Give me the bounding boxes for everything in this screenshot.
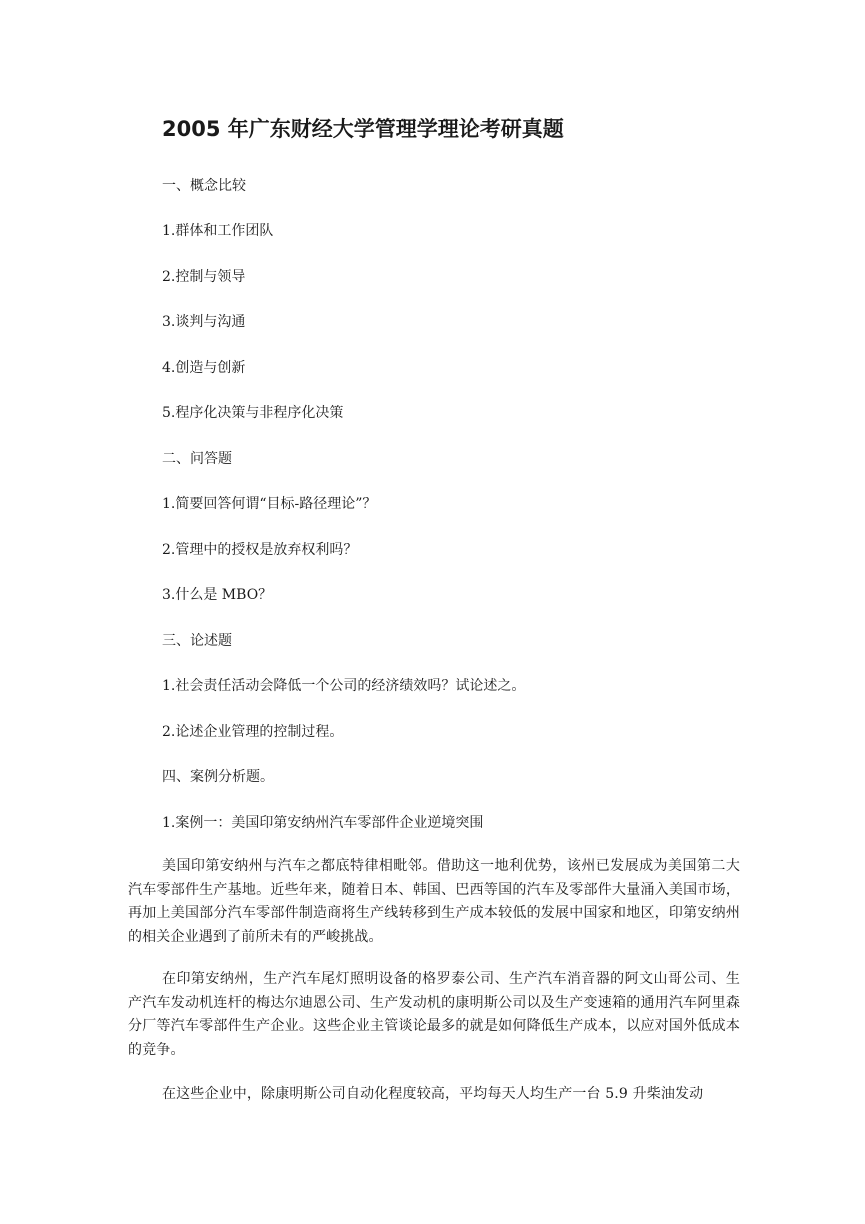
list-item: 2.论述企业管理的控制过程。 bbox=[162, 724, 344, 740]
case-paragraph-2: 在印第安纳州，生产汽车尾灯照明设备的格罗泰公司、生产汽车消音器的阿文山哥公司、生产汽车发动机连杆的梅达尔迪恩公司、生产发动机的康明斯公司以及生产变速箱的通用汽车阿里森分厂等汽车零部件生产企业。这些企业主管谈论最多的就是如何降低生产成本，以应对国外低成本的竞争。 bbox=[128, 971, 740, 1058]
section-heading-questions: 二、问答题 bbox=[162, 451, 232, 467]
list-item: 1.群体和工作团队 bbox=[162, 223, 274, 239]
list-item: 3.什么是 MBO？ bbox=[162, 587, 273, 603]
list-item: 1.案例一：美国印第安纳州汽车零部件企业逆境突围 bbox=[162, 815, 484, 831]
list-item: 3.谈判与沟通 bbox=[162, 314, 246, 330]
document-title: 2005 年广东财经大学管理学理论考研真题 bbox=[162, 117, 564, 141]
list-item: 2.控制与领导 bbox=[162, 269, 246, 285]
case-paragraph-3: 在这些企业中，除康明斯公司自动化程度较高，平均每天人均生产一台 5.9 升柴油发动 bbox=[162, 1086, 704, 1102]
list-item: 4.创造与创新 bbox=[162, 360, 246, 376]
section-heading-essays: 三、论述题 bbox=[162, 633, 232, 649]
section-heading-concepts: 一、概念比较 bbox=[162, 178, 246, 194]
list-item: 2.管理中的授权是放弃权利吗？ bbox=[162, 542, 358, 558]
list-item: 5.程序化决策与非程序化决策 bbox=[162, 405, 344, 421]
list-item: 1.社会责任活动会降低一个公司的经济绩效吗？试论述之。 bbox=[162, 678, 526, 694]
section-heading-cases: 四、案例分析题。 bbox=[162, 769, 274, 785]
case-paragraph-1: 美国印第安纳州与汽车之都底特律相毗邻。借助这一地利优势，该州已发展成为美国第二大汽车零部件生产基地。近些年来，随着日本、韩国、巴西等国的汽车及零部件大量涌入美国市场，再加上美国部分汽车零部件制造商将生产线转移到生产成本较低的发展中国家和地区，印第安纳州的相关企业遇到了前所未有的严峻挑战。 bbox=[128, 858, 740, 945]
list-item: 1.简要回答何谓“目标-路径理论”？ bbox=[162, 496, 377, 512]
